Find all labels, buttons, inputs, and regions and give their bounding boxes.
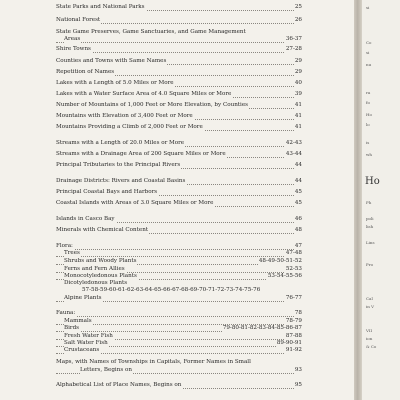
toc-label: Letters, Begins on (80, 367, 132, 373)
toc-page: 78-79 (285, 318, 302, 324)
toc-page: 45 (294, 200, 302, 206)
toc-row (56, 124, 302, 132)
toc-page: 41 (294, 102, 302, 108)
right-page-fragment: Ho (366, 112, 372, 117)
toc-label: Minerals with Chemical Content (56, 227, 149, 233)
toc-page: 41 (294, 113, 302, 119)
toc-label: State Parks and National Parks (56, 4, 145, 10)
right-page-fragment: lo (366, 122, 370, 127)
leader-dots (56, 315, 302, 317)
toc-row (56, 347, 302, 355)
toc-label: Alpine Plants (64, 295, 102, 301)
toc-row (56, 58, 302, 66)
toc-row (56, 113, 302, 121)
toc-page: 27-28 (285, 46, 302, 52)
right-page-fragment: Cal (366, 296, 373, 301)
toc-label: Dicotyledonous Plants (64, 280, 128, 286)
right-page-fragment: Lins (366, 240, 375, 245)
toc-label: Lakes with a Length of 5.0 Miles or More (56, 80, 174, 86)
toc-label: Shrubs and Woody Plants (64, 258, 137, 264)
toc-page: 46 (294, 216, 302, 222)
leader-dots (56, 41, 302, 43)
toc-row (56, 250, 302, 258)
toc-page: 41 (294, 124, 302, 130)
toc-label: Crustaceans (64, 347, 100, 353)
toc-page: 29 (294, 69, 302, 75)
toc-label: State Game Preserves, Game Sanctuaries, and Game Management (56, 29, 246, 35)
toc-page: 45 (294, 189, 302, 195)
right-page-fragment: ion (366, 336, 373, 341)
toc-label: Number of Mountains of 1,000 Feet or More Elevation, by Counties (56, 102, 249, 108)
toc-page: 25 (294, 4, 302, 10)
toc-page: 91-92 (285, 347, 302, 353)
toc-row (56, 69, 302, 77)
toc-label: Trees (64, 250, 80, 256)
toc-page: 39 (294, 91, 302, 97)
toc-page: 40 (294, 80, 302, 86)
toc-row (56, 216, 302, 224)
right-page-fragment: Co (366, 40, 372, 45)
toc-page: 52-53 (285, 266, 302, 272)
toc-row (56, 382, 302, 390)
right-page-heading: Ho (365, 176, 380, 187)
toc-row (56, 17, 302, 25)
toc-row (56, 189, 302, 197)
toc-label: Mountains with Elevation of 3,400 Feet or More (56, 113, 193, 119)
toc-row (56, 162, 302, 170)
toc-label: Salt Water Fish (64, 340, 108, 346)
toc-row (56, 46, 302, 54)
toc-label: Fauna: (56, 310, 76, 316)
toc-label: Repetition of Names (56, 69, 115, 75)
toc-row (56, 200, 302, 208)
right-page-fragment: Ph (366, 200, 372, 205)
toc-label: Areas (64, 36, 81, 42)
right-page-fragment: Pro (366, 262, 374, 267)
toc-label: Islands in Casco Bay (56, 216, 115, 222)
toc-page: 44 (294, 178, 302, 184)
right-page-fragment: fo (366, 100, 370, 105)
toc-label: Birds (64, 325, 80, 331)
right-page-fragment: VII (366, 328, 373, 333)
toc-page-list: 57-58-59-60-61-62-63-64-65-66-67-68-69-70-71-72-73-74-75-76 (82, 287, 261, 293)
right-page (362, 0, 400, 400)
right-page-fragment: wh (366, 152, 372, 157)
toc-page: 48 (294, 227, 302, 233)
toc-page: 79-80-81-82-83-84-85-86-87 (222, 325, 302, 331)
right-page-fragment: si (366, 50, 370, 55)
right-page-fragment: is (366, 140, 370, 145)
toc-label: Fresh Water Fish (64, 333, 113, 339)
toc-row (56, 258, 302, 266)
right-page-fragment: si (366, 5, 370, 10)
toc-page: 26 (294, 17, 302, 23)
toc-row (56, 273, 302, 281)
toc-page: 95 (294, 382, 302, 388)
right-page-fragment: in V (366, 304, 375, 309)
toc-page: 53-54-55-56 (267, 273, 302, 279)
toc-label: Streams with a Length of 20.0 Miles or More (56, 140, 185, 146)
toc-label: Flora: (56, 243, 73, 249)
toc-page: 89-90-91 (276, 340, 302, 346)
toc-label: Principal Tributaries to the Principal Rivers (56, 162, 181, 168)
toc-page: 36-37 (285, 36, 302, 42)
toc-row (56, 91, 302, 99)
toc-page: 93 (294, 367, 302, 373)
right-page-fragment: poli (366, 216, 374, 221)
toc-row (56, 227, 302, 235)
toc-page: 76-77 (285, 295, 302, 301)
toc-row (56, 325, 302, 333)
toc-label: Ferns and Fern Allies (64, 266, 125, 272)
toc-label: Lakes with a Water Surface Area of 4.0 Square Miles or More (56, 91, 232, 97)
right-page-fragment: ra (366, 90, 371, 95)
toc-row (56, 102, 302, 110)
toc-page: 47-48 (285, 250, 302, 256)
book-gutter (354, 0, 362, 400)
toc-row (56, 80, 302, 88)
toc-label: Shire Towns (56, 46, 91, 52)
toc-page: 78 (294, 310, 302, 316)
toc-row (56, 310, 302, 318)
toc-row (56, 151, 302, 159)
toc-row (56, 178, 302, 186)
toc-row (56, 140, 302, 148)
toc-page: 87-88 (285, 333, 302, 339)
toc-label: National Forest (56, 17, 101, 23)
toc-row (56, 367, 302, 375)
toc-page: 29 (294, 58, 302, 64)
toc-page: 44 (294, 162, 302, 168)
toc-label: Streams with a Drainage Area of 200 Square Miles or More (56, 151, 226, 157)
toc-label: Monocotyledonous Plants (64, 273, 137, 279)
toc-row (56, 36, 302, 44)
toc-label: Maps, with Names of Townships in Capitals, Former Names in Small (56, 359, 251, 365)
right-page-fragment: & Co (366, 344, 377, 349)
toc-page: 47 (294, 243, 302, 249)
toc-label: Mountains Providing a Climb of 2,000 Feet or More (56, 124, 203, 130)
toc-row (56, 4, 302, 12)
toc-label: Alphabetical List of Place Names, Begins on (56, 382, 182, 388)
toc-page: 43-44 (285, 151, 302, 157)
right-page-fragment: lish (366, 224, 374, 229)
toc-page: 48-49-50-51-52 (258, 258, 302, 264)
right-page-fragment: nu (366, 62, 372, 67)
toc-label: Coastal Islands with Areas of 3.0 Square Miles or More (56, 200, 214, 206)
leader-dots (56, 51, 302, 53)
toc-label: Principal Coastal Bays and Harbors (56, 189, 158, 195)
leader-dots (56, 255, 302, 257)
toc-label: Counties and Towns with Same Names (56, 58, 167, 64)
toc-label: Mammals (64, 318, 92, 324)
toc-page: 42-43 (285, 140, 302, 146)
toc-label: Drainage Districts: Rivers and Coastal Basins (56, 178, 186, 184)
toc-row (56, 295, 302, 303)
